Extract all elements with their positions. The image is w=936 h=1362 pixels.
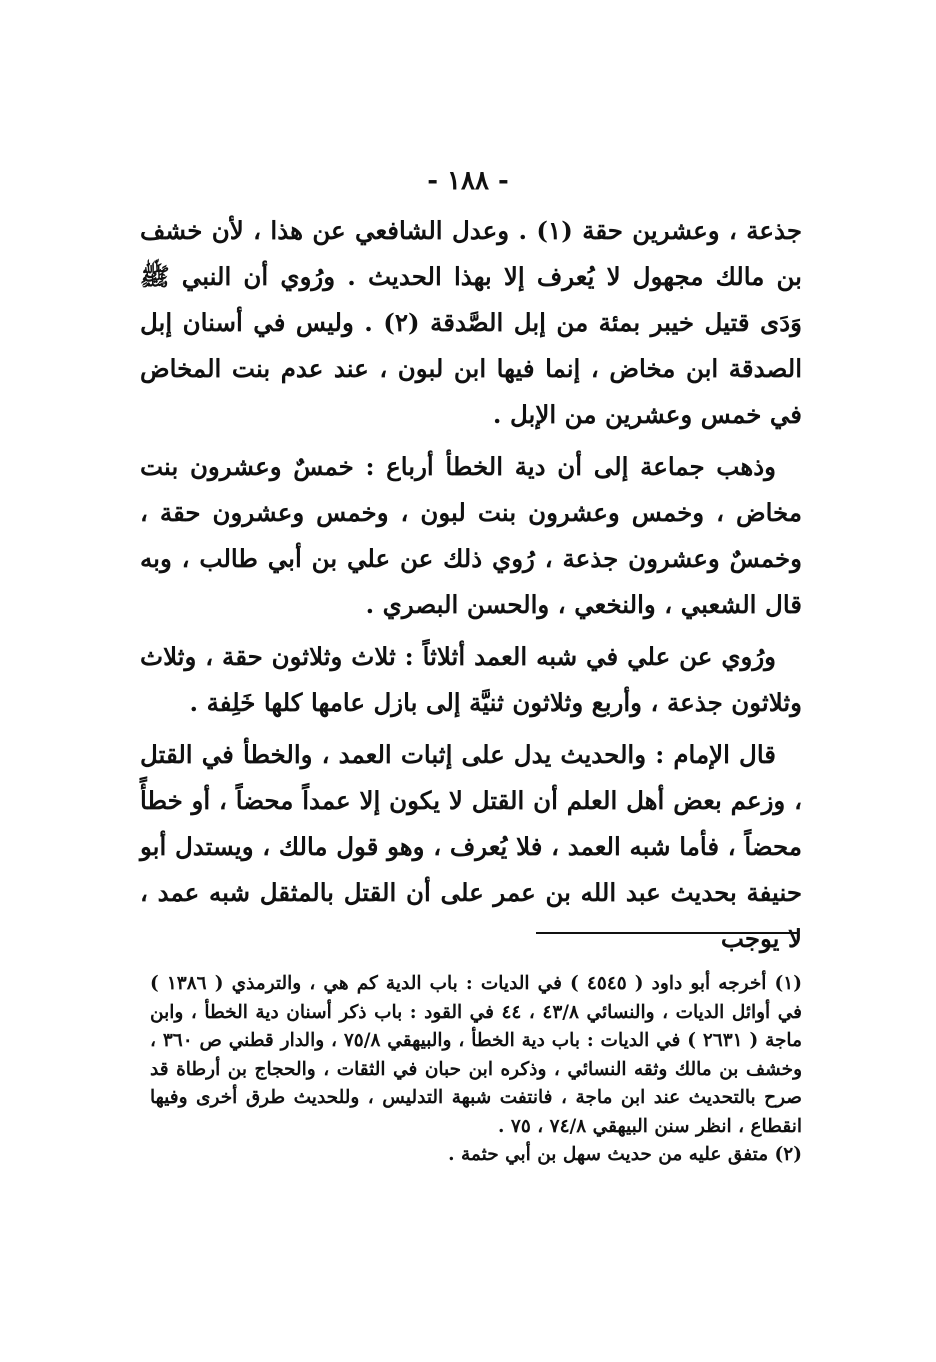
paragraph: قال الإمام : والحديث يدل على إثبات العمد ، والخطأ في القتل ، وزعم بعض أهل العلم أن القتل لا يكون إلا عمداً محضاً ، أو خطأً محضاً ، فأما شبه العمد ، فلا يُعرف ، وهو قول مالك ، ويستدل أبو حنيفة بحديث عبد الله بن عمر على أن القتل بالمثقل شبه عمد ، لا يوجب xyxy=(140,740,802,953)
footnotes xyxy=(150,970,802,1170)
paragraph: ورُوي عن علي في شبه العمد أثلاثاً : ثلاث وثلاثون حقة ، وثلاث وثلاثون جذعة ، وأربع وثلاثون ثنيَّة إلى بازل عامها كلها خَلِفة . xyxy=(140,642,802,717)
paragraph: وذهب جماعة إلى أن دية الخطأ أرباع : خمسٌ وعشرون بنت مخاض ، وخمس وعشرون بنت لبون ، وخمس وعشرون حقة ، وخمسٌ وعشرون جذعة ، رُوي ذلك عن علي بن أبي طالب ، وبه قال الشعبي ، والنخعي ، والحسن البصري . xyxy=(140,452,802,619)
footnote: (١) أخرجه أبو داود ( ٤٥٤٥ ) في الديات : باب الدية كم هي ، والترمذي ( ١٣٨٦ ) في أوائل الديات ، والنسائي ٤٣/٨ ، ٤٤ في القود : باب ذكر أسنان دية الخطأ ، وابن ماجة ( ٢٦٣١ ) في الديات : باب دية الخطأ ، والبيهقي ٧٥/٨ ، والدار قطني ص ٣٦٠ ، وخشف بن مالك وثقه النسائي ، وذكره ابن حبان في الثقات ، والحجاج بن أرطاة قد صرح بالتحديث عند ابن ماجة ، فانتفت شبهة التدليس ، وللحديث طرق أخرى وفيها انقطاع ، انظر سنن البيهقي ٧٤/٨ ، ٧٥ . xyxy=(150,973,802,1137)
main-text xyxy=(140,208,802,968)
footnote: (٢) متفق عليه من حديث سهل بن أبي حثمة . xyxy=(448,1144,802,1165)
footnote-separator xyxy=(536,932,798,934)
paragraph: جذعة ، وعشرين حقة (١) . وعدل الشافعي عن هذا ، لأن خشف بن مالك مجهول لا يُعرف إلا بهذا الحديث . ورُوي أن النبي ﷺ وَدَى قتيل خيبر بمئة من إبل الصَّدقة (٢) . وليس في أسنان إبل الصدقة ابن مخاض ، إنما فيها ابن لبون ، عند عدم بنت المخاض في خمس وعشرين من الإبل . xyxy=(140,216,803,429)
page-number: - ١٨٨ - xyxy=(427,166,509,196)
